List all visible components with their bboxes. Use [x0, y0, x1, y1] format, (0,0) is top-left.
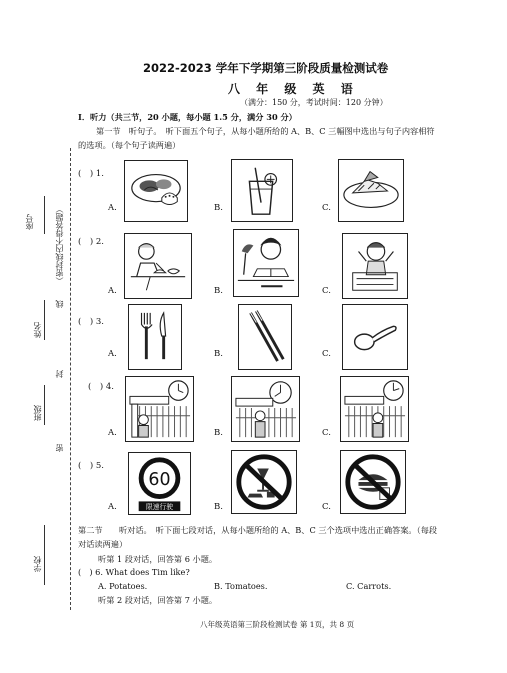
q5-option-c-image[interactable] — [340, 450, 406, 514]
name-underline — [44, 300, 45, 340]
juice-glass-icon — [232, 160, 292, 221]
seat-underline — [44, 196, 45, 234]
q2-option-a-image[interactable] — [124, 233, 192, 299]
option-b-label: B. — [214, 203, 223, 213]
option-c-label: C. — [322, 349, 331, 359]
q4-option-b-image[interactable] — [231, 376, 300, 442]
q5-option-a-image[interactable] — [128, 452, 191, 515]
spoon-icon — [343, 305, 407, 369]
school-label: 学校 — [33, 556, 42, 572]
q6-option-c[interactable]: C. Carrots. — [346, 581, 392, 591]
q2-option-c-image[interactable] — [342, 233, 408, 299]
question-number: ( ) 4. — [88, 382, 114, 392]
question-number: ( ) 1. — [78, 169, 104, 179]
speed-limit-sign-icon — [129, 453, 190, 514]
school-gate-clock-icon — [341, 377, 408, 441]
seal-line — [70, 148, 71, 610]
no-eating-sign-icon — [341, 451, 405, 513]
page-footer: 八年级英语第三阶段检测试卷 第 1页，共 8 页 — [200, 620, 355, 629]
q1-option-c-image[interactable] — [338, 159, 404, 222]
part1-instruction-2: 的选项。（每个句子读两遍） — [78, 140, 181, 150]
option-a-label: A. — [108, 286, 117, 296]
speed-value: 60 — [148, 469, 171, 490]
boy-reading-lamp-icon — [234, 230, 298, 296]
question-number: ( ) 3. — [78, 317, 104, 327]
option-c-label: C. — [322, 286, 331, 296]
seal-notice: （密封线内不得答题） — [55, 205, 64, 285]
seal-line-label: 线 — [55, 300, 64, 308]
q4-option-a-image[interactable] — [125, 376, 194, 442]
boy-playing-icon — [343, 234, 407, 298]
q3-option-c-image[interactable] — [342, 304, 408, 370]
seat-label: 座号 — [25, 214, 34, 230]
option-b-label: B. — [214, 428, 223, 438]
option-c-label: C. — [322, 428, 331, 438]
option-a-label: A. — [108, 349, 117, 359]
q3-option-a-image[interactable] — [128, 304, 182, 370]
class-label: 班级 — [33, 405, 42, 421]
option-a-label: A. — [108, 203, 117, 213]
q3-option-b-image[interactable] — [238, 304, 292, 370]
chopsticks-icon — [239, 305, 291, 369]
part2-instruction-1: 第二节 听对话。 听下面七段对话，从每小题所给的 A、B、C 三个选项中选出正确答案。（每段 — [78, 525, 438, 535]
seal-label: 封 — [55, 370, 64, 378]
q4-option-c-image[interactable] — [340, 376, 409, 442]
q6-option-a[interactable]: A. Potatoes. — [98, 581, 148, 591]
boy-eating-icon — [125, 234, 191, 298]
option-c-label: C. — [322, 203, 331, 213]
option-b-label: B. — [214, 349, 223, 359]
exam-meta: （满分：150 分，考试时间：120 分钟） — [240, 98, 388, 107]
food-plate-icon — [125, 161, 187, 221]
school-underline — [44, 525, 45, 585]
question-number: ( ) 5. — [78, 461, 104, 471]
q2-option-b-image[interactable] — [233, 229, 299, 297]
q1-option-b-image[interactable] — [231, 159, 293, 222]
school-gate-clock-icon — [126, 377, 193, 441]
exam-subject: 八 年 级 英 语 — [228, 82, 359, 96]
q6-option-b[interactable]: B. Tomatoes. — [214, 581, 268, 591]
fork-knife-icon — [129, 305, 181, 369]
name-label: 姓名 — [33, 322, 42, 338]
dialog1-instruction: 听第 1 段对话，回答第 6 小题。 — [98, 554, 218, 564]
option-b-label: B. — [214, 286, 223, 296]
part1-instruction-1: 第一节 听句子。 听下面五个句子，从每小题所给的 A、B、C 三幅图中选出与句子内容相符 — [96, 126, 435, 136]
exam-title: 2022-2023 学年下学期第三阶段质量检测试卷 — [143, 61, 389, 75]
section-heading: I．听力（共三节，20 小题，每小题 1.5 分，满分 30 分） — [78, 112, 297, 122]
secret-label: 密 — [55, 444, 64, 452]
part2-instruction-2: 对话读两遍） — [78, 539, 128, 549]
option-c-label: C. — [322, 502, 331, 512]
school-gate-clock-icon — [232, 377, 299, 441]
class-underline — [44, 385, 45, 425]
cake-plate-icon — [339, 160, 403, 221]
option-b-label: B. — [214, 502, 223, 512]
no-drinking-sign-icon — [232, 451, 296, 513]
question-6: ( ) 6. What does Tim like? — [78, 567, 190, 577]
q1-option-a-image[interactable] — [124, 160, 188, 222]
option-a-label: A. — [108, 428, 117, 438]
dialog2-instruction: 听第 2 段对话，回答第 7 小题。 — [98, 595, 218, 605]
sign-caption: 限速行驶 — [145, 503, 174, 512]
option-a-label: A. — [108, 502, 117, 512]
q5-option-b-image[interactable] — [231, 450, 297, 514]
question-number: ( ) 2. — [78, 237, 104, 247]
